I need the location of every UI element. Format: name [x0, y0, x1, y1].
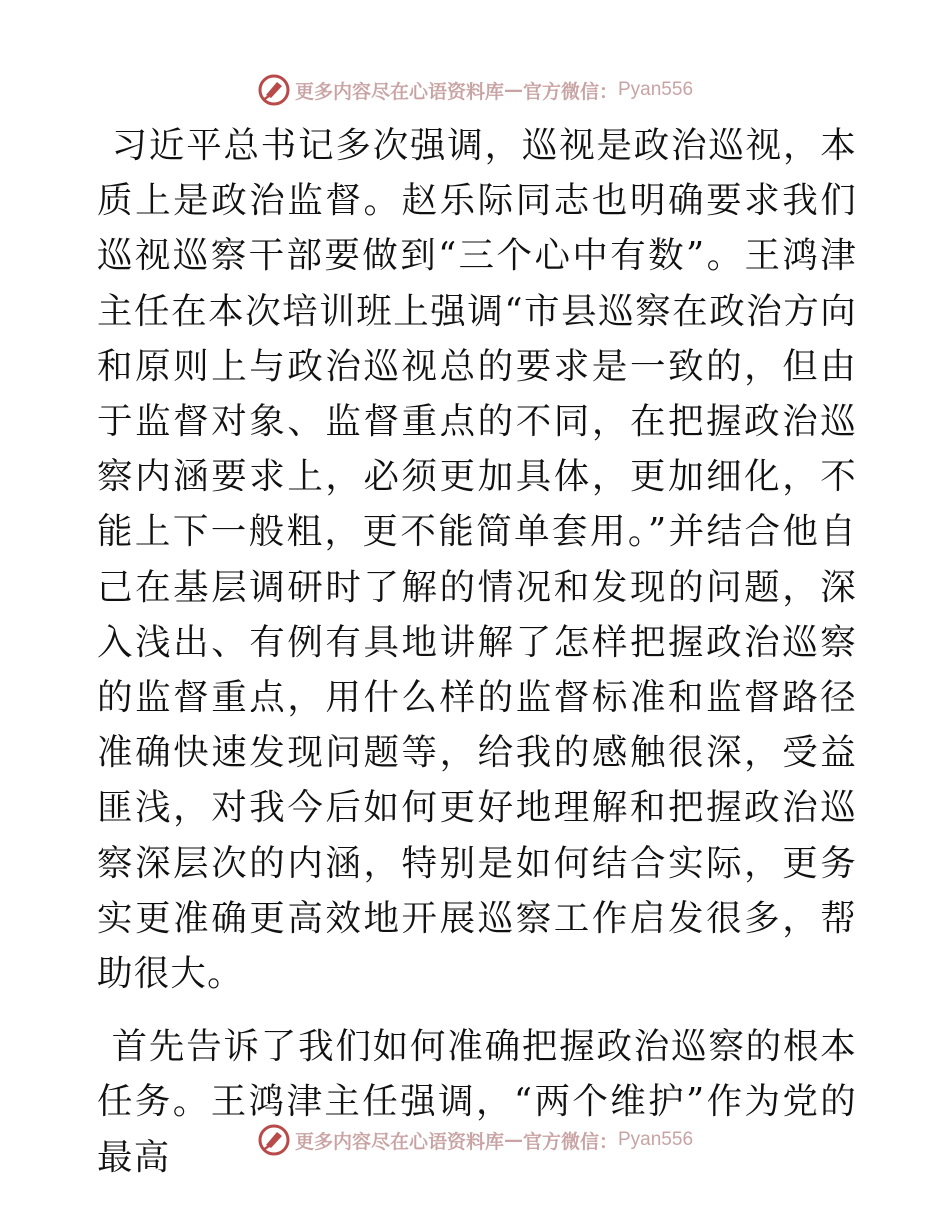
hand-writing-seal-icon — [257, 73, 291, 107]
watermark-text: 更多内容尽在心语资料库 — [294, 1130, 504, 1153]
paragraph-1 — [97, 118, 857, 1001]
watermark-dash: — — [503, 79, 523, 101]
footer-watermark — [0, 1122, 950, 1158]
watermark-wechat-id: Pyan556 — [618, 79, 694, 100]
paragraph-1-text: 习近平总书记多次强调，巡视是政治巡视，本质上是政治监督。赵乐际同志也明确要求我们巡视巡察干部要做到“三个心中有数”。王鸿津主任在本次培训班上强调“市县巡察在政治方向和原则上与政治巡视总的要求是一致的，但由于监督对象、监督重点的不同，在把握政治巡察内涵要求上，必须更加具体，更加细化，不能上下一般粗，更不能简单套用。”并结合他自己在基层调研时了解的情况和发现的问题，深入浅出、有例有具地讲解了怎样把握政治巡察的监督重点，用什么样的监督标准和监督路径准确快速发现问题等，给我的感触很深，受益匪浅，对我今后如何更好地理解和把握政治巡察深层次的内涵，特别是如何结合实际，更务实更准确更高效地开展巡察工作启发很多，帮助很大。 — [97, 125, 857, 995]
header-watermark — [0, 72, 950, 108]
watermark-label: 官方微信： — [522, 80, 618, 103]
watermark-text: 更多内容尽在心语资料库 — [294, 80, 504, 103]
watermark-wechat-id: Pyan556 — [618, 1129, 694, 1150]
paragraph-2 — [97, 1019, 857, 1185]
watermark-dash: — — [503, 1129, 523, 1151]
document-body — [97, 118, 857, 1185]
hand-writing-seal-icon — [257, 1123, 291, 1157]
paragraph-2-text: 首先告诉了我们如何准确把握政治巡察的根本任务。王鸿津主任强调，“两个维护”作为党的最高 — [97, 1026, 857, 1178]
watermark-label: 官方微信： — [522, 1130, 618, 1153]
